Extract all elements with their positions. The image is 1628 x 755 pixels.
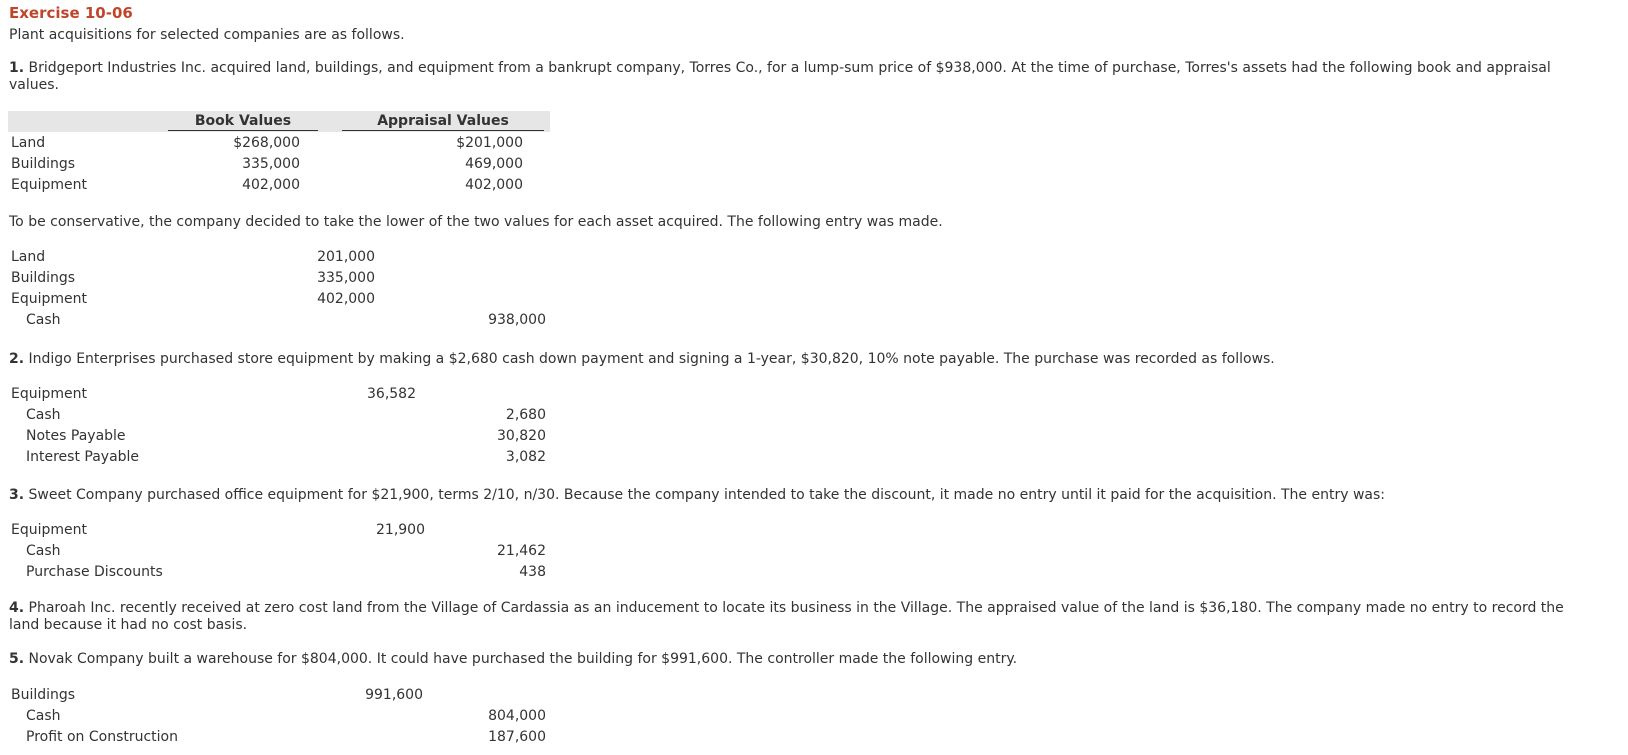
entry-credit: 3,082 xyxy=(505,449,546,465)
entry-debit: 21,900 xyxy=(376,522,425,538)
item-4-number: 4. xyxy=(9,600,25,616)
col-appraisal-values: Appraisal Values xyxy=(342,113,544,131)
item-2-paragraph xyxy=(9,350,1275,368)
entry-debit: 201,000 xyxy=(317,249,375,265)
entry-credit: 938,000 xyxy=(488,312,546,328)
appraisal-value: $201,000 xyxy=(456,135,523,151)
col-book-values: Book Values xyxy=(168,113,318,131)
item-5-text: Novak Company built a warehouse for $804,000. It could have purchased the building for $991,600. The controller made the following entry. xyxy=(28,651,1018,667)
entry-debit: 36,582 xyxy=(367,386,416,402)
entry-account: Buildings xyxy=(11,687,76,703)
entry-credit: 2,680 xyxy=(505,407,546,423)
entry-account: Buildings xyxy=(11,270,76,286)
entry-account: Cash xyxy=(26,312,61,328)
item-4-paragraph xyxy=(9,599,1564,617)
entry-debit: 335,000 xyxy=(317,270,375,286)
entry-credit: 804,000 xyxy=(488,708,546,724)
entry-account: Cash xyxy=(26,543,61,559)
entry-credit: 21,462 xyxy=(497,543,546,559)
entry-account: Cash xyxy=(26,708,61,724)
appraisal-value: 402,000 xyxy=(465,177,523,193)
entry-account: Interest Payable xyxy=(26,449,140,465)
entry-account: Cash xyxy=(26,407,61,423)
book-value: 335,000 xyxy=(242,156,300,172)
entry-debit: 402,000 xyxy=(317,291,375,307)
entry-credit: 187,600 xyxy=(488,729,546,745)
item-4-text: Pharoah Inc. recently received at zero cost land from the Village of Cardassia as an inducement to locate its business in the Village. The appraised value of the land is $36,180. The company made no entry to record the xyxy=(28,600,1564,616)
entry-account: Land xyxy=(11,249,46,265)
exercise-title: Exercise 10-06 xyxy=(9,4,133,22)
entry-account: Equipment xyxy=(11,386,87,402)
book-value: $268,000 xyxy=(233,135,300,151)
item-1-paragraph xyxy=(9,59,1551,77)
book-value: 402,000 xyxy=(242,177,300,193)
item-1-number: 1. xyxy=(9,60,25,76)
item-1-text: Bridgeport Industries Inc. acquired land, buildings, and equipment from a bankrupt company, Torres Co., for a lump-sum price of $938,000. At the time of purchase, Torres's assets had the following book and appraisal xyxy=(28,60,1551,76)
intro-text: Plant acquisitions for selected companies are as follows. xyxy=(9,27,405,43)
item-3-number: 3. xyxy=(9,487,25,503)
item-4-text-cont: land because it had no cost basis. xyxy=(9,617,248,633)
entry-credit: 438 xyxy=(519,564,546,580)
table-row-label: Land xyxy=(11,135,46,151)
entry-credit: 30,820 xyxy=(497,428,546,444)
entry-account: Equipment xyxy=(11,291,87,307)
entry-account: Purchase Discounts xyxy=(26,564,163,580)
item-1-text-cont: values. xyxy=(9,77,59,93)
table-row-label: Buildings xyxy=(11,156,76,172)
table-row-label: Equipment xyxy=(11,177,87,193)
item-1-note: To be conservative, the company decided to take the lower of the two values for each asset acquired. The following entry was made. xyxy=(9,214,943,230)
entry-account: Notes Payable xyxy=(26,428,126,444)
item-5-number: 5. xyxy=(9,651,25,667)
appraisal-value: 469,000 xyxy=(465,156,523,172)
item-2-number: 2. xyxy=(9,351,25,367)
entry-account: Equipment xyxy=(11,522,87,538)
item-5-paragraph xyxy=(9,650,1017,668)
item-3-paragraph xyxy=(9,486,1385,504)
item-3-text: Sweet Company purchased office equipment for $21,900, terms 2/10, n/30. Because the company intended to take the discount, it made no entry until it paid for the acquisition. The entry was: xyxy=(28,487,1386,503)
entry-account: Profit on Construction xyxy=(26,729,178,745)
item-2-text: Indigo Enterprises purchased store equipment by making a $2,680 cash down payment and signing a 1-year, $30,820, 10% note payable. The purchase was recorded as follows. xyxy=(28,351,1275,367)
entry-debit: 991,600 xyxy=(365,687,423,703)
